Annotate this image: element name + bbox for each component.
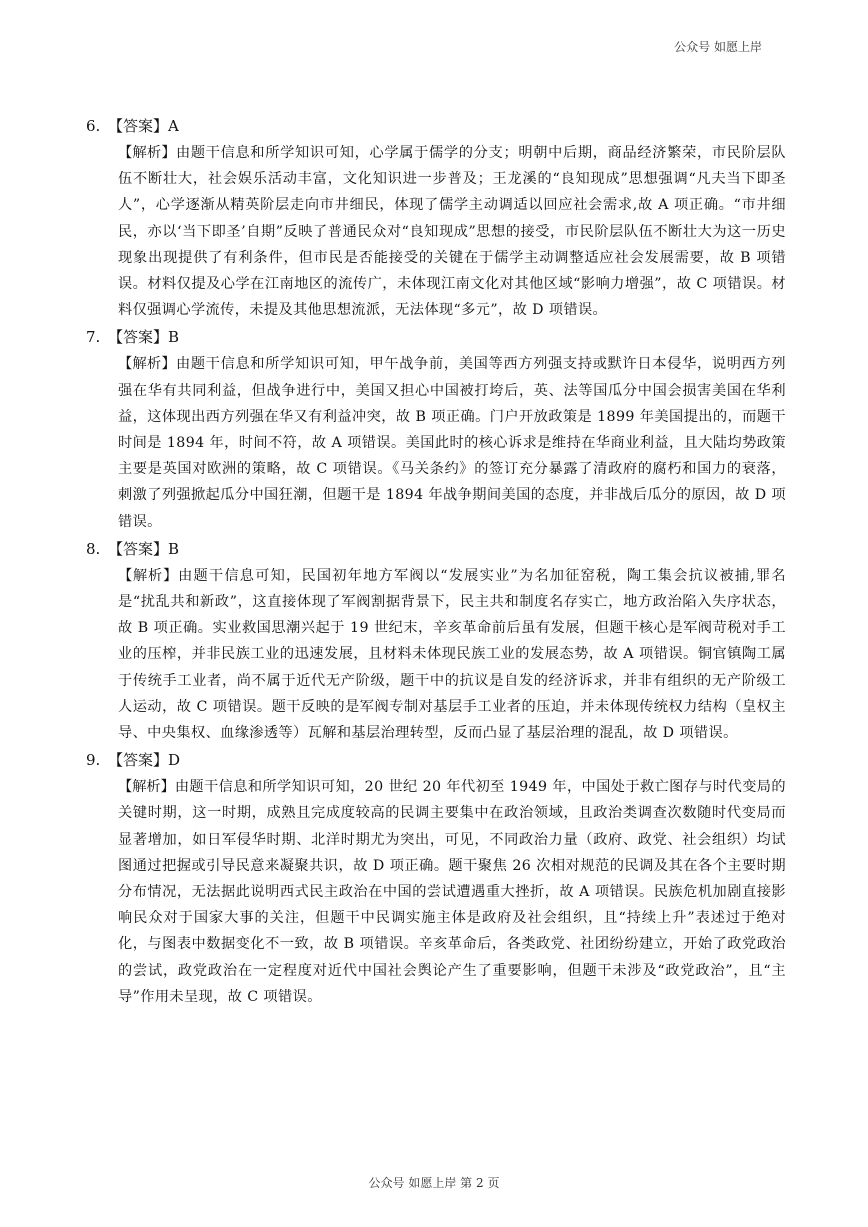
question-7 [86, 323, 786, 534]
page-header: 公众号 如愿上岸 [674, 40, 762, 54]
explanation [118, 140, 786, 323]
explanation-text: 由题干信息和所学知识可知，心学属于儒学的分支；明朝中后期，商品经济繁荣，市民阶层队伍不断壮大，社会娱乐活动丰富，文化知识进一步普及；王龙溪的“良知现成”思想强调“凡夫当下即圣人”，心学逐渐从精英阶层走向市井细民，体现了儒学主动调适以回应社会需求,故 A 项正确。“市井细民，亦以‘当下即圣’自期”反映了普通民众对“良知现成”思想的接受，市民阶层队伍不断壮大为这一历史现象出现提供了有利条件，但市民是否能接受的关键在于儒学主动调整适应社会发展需要，故 B 项错误。材料仅提及心学在江南地区的流传广，未体现江南文化对其他区域“影响力增强”，故 C 项错误。材料仅强调心学流传，未提及其他思想流派，无法体现“多元”，故 D 项错误。 [118, 145, 786, 319]
question-number: 8. [86, 539, 101, 558]
question-number: 7. [86, 328, 101, 347]
page-footer: 公众号 如愿上岸 第 2 页 [368, 1176, 500, 1190]
explanation [118, 563, 786, 746]
answer-line [86, 746, 786, 774]
explanation [118, 774, 786, 1010]
explanation-text: 由题干信息和所学知识可知，20 世纪 20 年代初至 1949 年，中国处于救亡图存与时代变局的关键时期，这一时期，成熟且完成度较高的民调主要集中在政治领域，且政治类调查次数随时代变局而显著增加，如日军侵华时期、北洋时期尤为突出，可见，不同政治力量（政府、政党、社会组织）均试图通过把握或引导民意来凝聚共识，故 D 项正确。题干聚焦 26 次相对规范的民调及其在各个主要时期分布情况，无法据此说明西式民主政治在中国的尝试遭遇重大挫折，故 A 项错误。民族危机加剧直接影响民众对于国家大事的关注，但题干中民调实施主体是政府及社会组织，且“持续上升”表述过于绝对化，与图表中数据变化不一致，故 B 项错误。辛亥革命后，各类政党、社团纷纷建立，开始了政党政治的尝试，政党政治在一定程度对近代中国社会舆论产生了重要影响，但题干未涉及“政党政治”，且“主导”作用未呈现，故 C 项错误。 [118, 779, 786, 1005]
answer-content [86, 112, 786, 1010]
explanation [118, 351, 786, 534]
explain-label: 【解析】 [118, 356, 176, 373]
explanation-text: 由题干信息和所学知识可知，甲午战争前，美国等西方列强支持或默许日本侵华，说明西方列强在华有共同利益，但战争进行中，美国又担心中国被打垮后，英、法等国瓜分中国会损害美国在华利益，这体现出西方列强在华又有利益冲突，故 B 项正确。门户开放政策是 1899 年美国提出的，而题干时间是 1894 年，时间不符，故 A 项错误。美国此时的核心诉求是维持在华商业利益，且大陆均势政策主要是英国对欧洲的策略，故 C 项错误。《马关条约》的签订充分暴露了清政府的腐朽和国力的衰落，刺激了列强掀起瓜分中国狂潮，但题干是 1894 年战争期间美国的态度，并非战后瓜分的原因，故 D 项错误。 [118, 356, 786, 530]
explain-label: 【解析】 [118, 567, 179, 584]
explanation-text: 由题干信息可知，民国初年地方军阀以“发展实业”为名加征窑税，陶工集会抗议被捕,罪名是“扰乱共和新政”，这直接体现了军阀割据背景下，民主共和制度名存实亡，地方政治陷入失序状态，故 B 项正确。实业救国思潮兴起于 19 世纪末，辛亥革命前后虽有发展，但题干核心是军阀苛税对手工业的压榨，并非民族工业的迅速发展，且材料未体现民族工业的发展态势，故 A 项错误。铜官镇陶工属于传统手工业者，尚不属于近代无产阶级，题干中的抗议是自发的经济诉求，并非有组织的无产阶级工人运动，故 C 项错误。题干反映的是军阀专制对基层手工业者的压迫，并未体现传统权力结构（皇权主导、中央集权、血缘渗透等）瓦解和基层治理转型，反而凸显了基层治理的混乱，故 D 项错误。 [118, 567, 786, 742]
question-8 [86, 535, 786, 746]
answer-line [86, 323, 786, 351]
answer-label: 【答案】B [108, 328, 180, 347]
question-number: 6. [86, 117, 101, 135]
answer-label: 【答案】B [108, 539, 180, 558]
question-number: 9. [86, 751, 101, 770]
answer-line [86, 112, 786, 140]
answer-label: 【答案】A [108, 117, 179, 135]
explain-label: 【解析】 [118, 779, 175, 796]
question-6 [86, 112, 786, 323]
answer-line [86, 535, 786, 563]
answer-label: 【答案】D [108, 751, 181, 770]
question-9 [86, 746, 786, 1010]
explain-label: 【解析】 [118, 145, 176, 161]
